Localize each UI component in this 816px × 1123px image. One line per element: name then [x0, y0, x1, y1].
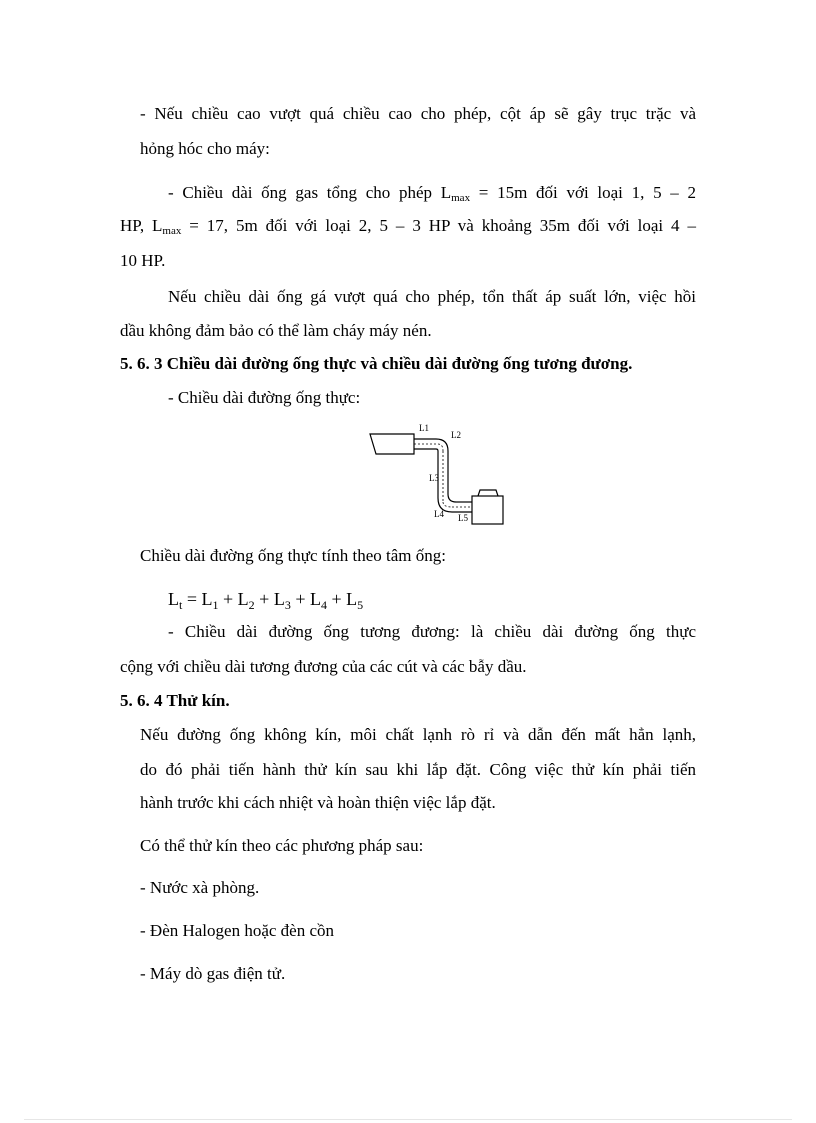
para-pressure-line-1: Nếu chiều dài ống gá vượt quá cho phép, tổn thất áp suất lớn, việc hồi — [168, 287, 696, 306]
para-equivalent-line-1: - Chiều dài đường ống tương đương: là chiều dài đường ống thực — [168, 622, 696, 641]
para-methods-intro: Có thể thử kín theo các phương pháp sau: — [140, 836, 424, 855]
para-length-line-2 — [120, 216, 696, 236]
bullet-actual-length: - Chiều dài đường ống thực: — [168, 388, 361, 407]
para-height-line-2: hỏng hóc cho máy: — [140, 139, 270, 158]
para-length-text-d: = 17, 5m đối với loại 2, 5 – 3 HP và khoảng 35m đối với loại 4 – — [181, 216, 696, 235]
page-bottom-edge — [24, 1119, 792, 1120]
label-l1: L1 — [419, 423, 429, 433]
list-item: - Máy dò gas điện tử. — [140, 964, 286, 983]
para-leak-line-3: hành trước khi cách nhiệt và hoàn thiện việc lắp đặt. — [140, 793, 496, 812]
label-l3: L3 — [429, 473, 439, 483]
para-length-text-a: - Chiều dài ống gas tổng cho phép L — [168, 183, 452, 202]
para-equivalent-line-2: cộng với chiều dài tương đương của các cút và các bẫy dầu. — [120, 657, 527, 676]
label-l4: L4 — [434, 509, 444, 519]
piping-diagram — [368, 420, 508, 530]
para-leak-line-2: do đó phải tiến hành thử kín sau khi lắp đặt. Công việc thử kín phải tiến — [140, 760, 696, 779]
para-height-line-1: - Nếu chiều cao vượt quá chiều cao cho phép, cột áp sẽ gây trục trặc và — [140, 104, 696, 123]
para-calc-basis: Chiều dài đường ống thực tính theo tâm ống: — [140, 546, 446, 565]
para-length-line-3: 10 HP. — [120, 251, 166, 270]
para-length-line-1 — [168, 183, 696, 203]
para-length-text-b: = 15m đối với loại 1, 5 – 2 — [470, 183, 696, 202]
subscript-max-1: max — [451, 192, 471, 204]
list-item: - Nước xà phòng. — [140, 878, 260, 897]
label-l2: L2 — [451, 430, 461, 440]
indoor-unit-shape — [370, 434, 414, 454]
outdoor-unit-shape — [472, 496, 503, 524]
list-item: - Đèn Halogen hoặc đèn cồn — [140, 921, 335, 940]
subscript-max-2: max — [162, 225, 182, 237]
para-leak-line-1: Nếu đường ống không kín, môi chất lạnh rò rỉ và dẫn đến mất hẳn lạnh, — [140, 725, 696, 744]
heading-5-6-3: 5. 6. 3 Chiều dài đường ống thực và chiều dài đường ống tương đương. — [120, 354, 633, 373]
label-l5: L5 — [458, 513, 468, 523]
heading-5-6-4: 5. 6. 4 Thử kín. — [120, 691, 230, 710]
para-length-text-c: HP, L — [120, 216, 163, 235]
para-pressure-line-2: dầu không đảm bảo có thể làm cháy máy nén. — [120, 321, 432, 340]
formula-total-length: $L_t = L_1 + L_2 + L_3 + L_4 + L_5$ — [168, 589, 364, 612]
